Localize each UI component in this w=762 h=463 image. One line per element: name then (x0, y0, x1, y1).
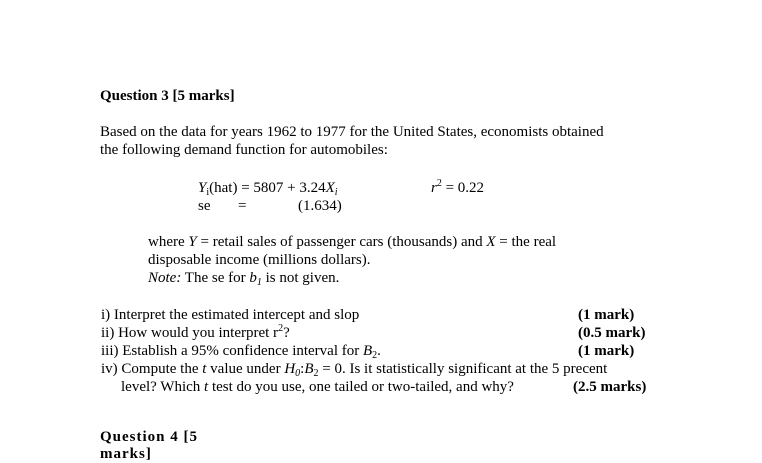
def-x-symbol: X (486, 234, 496, 250)
item-iv-h-symbol: H (284, 361, 296, 377)
item-ii-text-b: ? (283, 325, 290, 341)
item-iii-b-symbol: B (363, 343, 373, 359)
se-label: se (198, 198, 211, 214)
r-squared (431, 180, 484, 197)
def-y-text: = retail sales of passenger cars (thousands) and (196, 234, 487, 250)
item-iii-subscript: 2 (372, 350, 378, 361)
item-iv2-t-symbol: t (204, 379, 209, 395)
item-iv2-text-a: level? Which (121, 379, 205, 395)
eq-lhs-text: (hat) = 5807 + 3.24 (209, 180, 326, 196)
intro-line-2: the following demand function for automobiles: (100, 142, 388, 158)
item-ii-superscript: 2 (278, 323, 284, 334)
item-iv-h-subscript: 0 (295, 368, 301, 379)
r2-value: = 0.22 (441, 180, 485, 196)
se-value: (1.634) (298, 198, 342, 214)
next-question-text: Question 4 [5 marks] (100, 429, 199, 462)
note-text-c: is not given. (261, 270, 340, 286)
item-iii-text-a: iii) Establish a 95% confidence interval for (101, 343, 363, 359)
note-label: Note: (148, 270, 182, 286)
item-iii-text (101, 343, 381, 360)
note-b-subscript: 1 (256, 277, 262, 288)
item-iv-mark: (2.5 marks) (573, 379, 647, 395)
note-line (148, 270, 339, 287)
item-iii-mark: (1 mark) (578, 343, 635, 359)
eq-y-subscript: i (206, 187, 210, 198)
item-iv-text-line-1 (101, 361, 607, 378)
eq-x-subscript: i (334, 187, 338, 198)
item-i-text: i) Interpret the estimated intercept and slop (101, 307, 360, 323)
item-iv-text-line-2 (121, 379, 514, 396)
item-iii-text-c: . (377, 343, 381, 359)
def-y-symbol: Y (188, 234, 197, 250)
definition-line-1 (148, 234, 556, 251)
item-iv-text-a: iv) Compute the (101, 361, 203, 377)
item-iv-b-symbol: B (304, 361, 314, 377)
item-i-mark: (1 mark) (578, 307, 635, 323)
r2-superscript: 2 (436, 178, 442, 189)
item-ii-mark: (0.5 mark) (578, 325, 646, 341)
item-iv-text-c: = 0. Is it statistically significant at the 5 precent (318, 361, 608, 377)
item-iv-b-subscript: 2 (313, 368, 319, 379)
item-iv2-text-b: test do you use, one tailed or two-tailed, and why? (208, 379, 514, 395)
definition-line-2: disposable income (millions dollars). (148, 252, 371, 268)
note-text-a: The se for (181, 270, 250, 286)
eq-y-symbol: Y (198, 180, 207, 196)
item-iv-text-b: value under (206, 361, 285, 377)
question-title: Question 3 [5 marks] (100, 88, 235, 104)
item-ii-text (101, 325, 290, 342)
item-ii-text-a: ii) How would you interpret r (101, 325, 279, 341)
r2-symbol: r (431, 180, 437, 196)
item-iv-colon: : (300, 361, 305, 377)
se-equals: = (238, 198, 247, 214)
item-iv-t-symbol: t (202, 361, 207, 377)
def-where: where (148, 234, 189, 250)
note-b-symbol: b (249, 270, 257, 286)
next-question-partial (100, 429, 250, 462)
def-x-text: = the real (495, 234, 557, 250)
regression-equation (198, 180, 338, 197)
eq-x-symbol: X (325, 180, 335, 196)
intro-line-1: Based on the data for years 1962 to 1977 for the United States, economists obtained (100, 124, 604, 140)
